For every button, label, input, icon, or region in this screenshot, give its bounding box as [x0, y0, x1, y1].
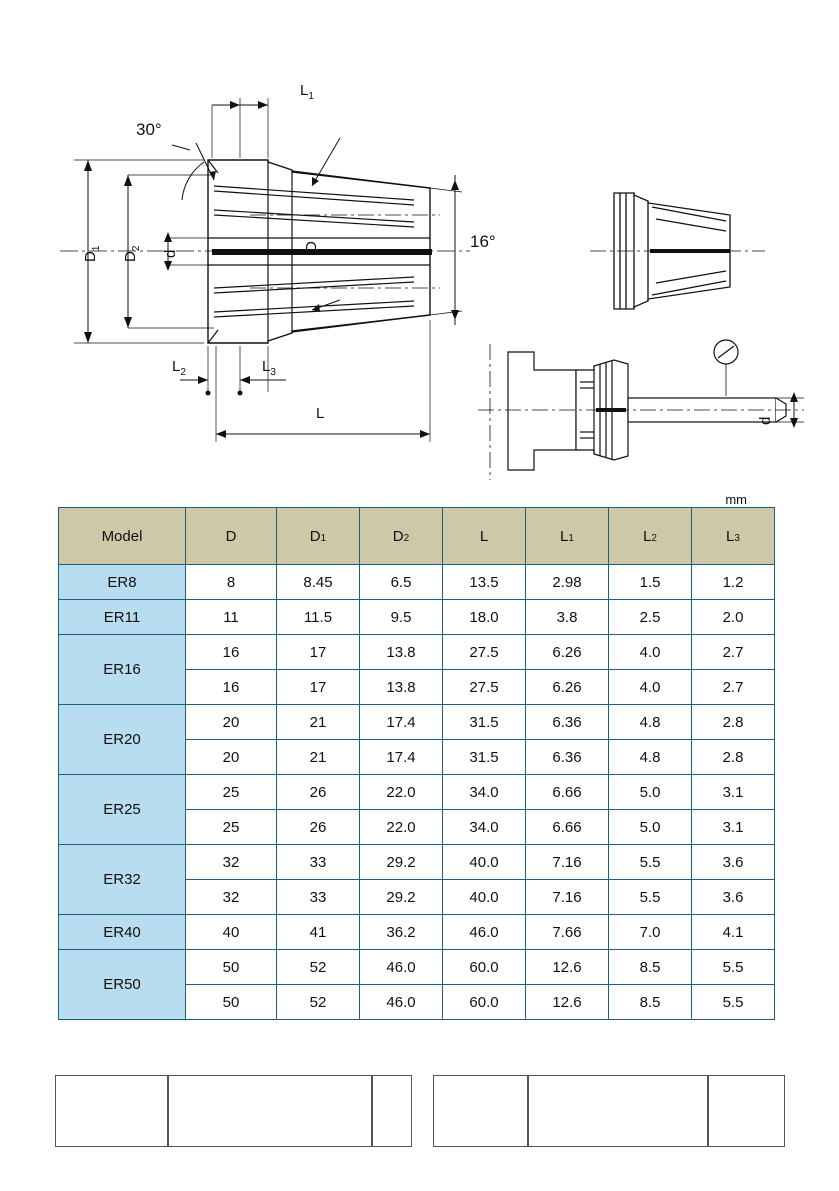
- table-cell-value: 1.2: [692, 565, 775, 600]
- table-row: [59, 775, 775, 810]
- table-cell-value: 3.6: [692, 845, 775, 880]
- label-D2: $D_2$: [122, 245, 142, 262]
- table-cell-value: 7.0: [609, 915, 692, 950]
- table-cell-value: 5.5: [609, 845, 692, 880]
- table-cell-value: 21: [277, 740, 360, 775]
- table-row: [59, 600, 775, 635]
- table-cell-value: 31.5: [443, 740, 526, 775]
- footer-box-3: [372, 1075, 412, 1147]
- table-cell-value: 5.5: [692, 950, 775, 985]
- table-cell-value: 20: [186, 740, 277, 775]
- table-row: [59, 845, 775, 880]
- collet-outline-view: [590, 175, 839, 325]
- table-cell-value: 17: [277, 635, 360, 670]
- footer-boxes: [55, 1075, 785, 1147]
- table-cell-value: 11: [186, 600, 277, 635]
- header-D: D: [186, 508, 277, 565]
- table-cell-value: 33: [277, 845, 360, 880]
- table-cell-value: 41: [277, 915, 360, 950]
- table-cell-value: 7.16: [526, 880, 609, 915]
- table-cell-value: 7.66: [526, 915, 609, 950]
- table-cell-value: 46.0: [443, 915, 526, 950]
- table-cell-value: 21: [277, 705, 360, 740]
- label-d-right: d: [757, 416, 774, 425]
- table-cell-value: 6.66: [526, 810, 609, 845]
- label-L1: $L_1$: [300, 82, 314, 102]
- table-cell-value: 6.5: [360, 565, 443, 600]
- header-D1: D1: [277, 508, 360, 565]
- table-cell-value: 4.0: [609, 670, 692, 705]
- table-cell-value: 2.8: [692, 740, 775, 775]
- table-cell-value: 3.6: [692, 880, 775, 915]
- table-cell-value: 2.98: [526, 565, 609, 600]
- table-cell-value: 5.0: [609, 810, 692, 845]
- table-cell-value: 9.5: [360, 600, 443, 635]
- footer-box-6: [708, 1075, 785, 1147]
- footer-box-1: [55, 1075, 168, 1147]
- table-cell-value: 5.5: [609, 880, 692, 915]
- table-cell-value: 50: [186, 985, 277, 1020]
- table-body: [59, 565, 775, 1020]
- table-cell-value: 20: [186, 705, 277, 740]
- table-cell-value: 6.26: [526, 670, 609, 705]
- table-cell-value: 33: [277, 880, 360, 915]
- table-cell-value: 40.0: [443, 845, 526, 880]
- table-cell-value: 1.5: [609, 565, 692, 600]
- label-D-inner: D: [303, 241, 320, 252]
- table-cell-model: ER32: [59, 845, 186, 915]
- table-cell-value: 3.1: [692, 775, 775, 810]
- table-cell-value: 3.1: [692, 810, 775, 845]
- table-cell-value: 40: [186, 915, 277, 950]
- technical-drawing: [0, 0, 839, 490]
- table-cell-value: 26: [277, 810, 360, 845]
- table-row: [59, 635, 775, 670]
- table-cell-value: 52: [277, 985, 360, 1020]
- table-cell-value: 18.0: [443, 600, 526, 635]
- header-D2: D2: [360, 508, 443, 565]
- footer-box-5: [528, 1075, 708, 1147]
- table-cell-value: 36.2: [360, 915, 443, 950]
- table-cell-value: 60.0: [443, 950, 526, 985]
- table-cell-value: 34.0: [443, 810, 526, 845]
- table-cell-value: 50: [186, 950, 277, 985]
- table-cell-model: ER25: [59, 775, 186, 845]
- table-cell-value: 12.6: [526, 950, 609, 985]
- table-cell-value: 5.0: [609, 775, 692, 810]
- table-cell-value: 8.45: [277, 565, 360, 600]
- table-cell-value: 25: [186, 775, 277, 810]
- label-L2: $L_2$: [172, 358, 186, 378]
- table-cell-value: 31.5: [443, 705, 526, 740]
- label-d: d: [162, 249, 179, 258]
- table-cell-value: 2.8: [692, 705, 775, 740]
- label-angle-16: 16°: [470, 232, 496, 251]
- header-L1: L1: [526, 508, 609, 565]
- table-cell-value: 52: [277, 950, 360, 985]
- table-cell-value: 12.6: [526, 985, 609, 1020]
- table-cell-value: 17: [277, 670, 360, 705]
- table-cell-model: ER50: [59, 950, 186, 1020]
- table-cell-value: 4.8: [609, 740, 692, 775]
- table-cell-value: 4.0: [609, 635, 692, 670]
- table-cell-value: 6.26: [526, 635, 609, 670]
- table-cell-value: 6.36: [526, 705, 609, 740]
- table-cell-value: 27.5: [443, 635, 526, 670]
- label-D1: $D_1$: [82, 245, 102, 262]
- table-cell-value: 3.8: [526, 600, 609, 635]
- table-cell-value: 29.2: [360, 880, 443, 915]
- table-cell-model: ER20: [59, 705, 186, 775]
- table-cell-value: 5.5: [692, 985, 775, 1020]
- table-cell-value: 16: [186, 635, 277, 670]
- table-row: [59, 705, 775, 740]
- table-cell-value: 13.8: [360, 635, 443, 670]
- table-cell-value: 29.2: [360, 845, 443, 880]
- table-row: [59, 915, 775, 950]
- table-header-row: [59, 508, 775, 565]
- table-cell-value: 7.16: [526, 845, 609, 880]
- table-cell-value: 8: [186, 565, 277, 600]
- table-cell-value: 26: [277, 775, 360, 810]
- table-cell-value: 25: [186, 810, 277, 845]
- table-cell-value: 22.0: [360, 810, 443, 845]
- header-L3: L3: [692, 508, 775, 565]
- header-L2: L2: [609, 508, 692, 565]
- table-cell-value: 2.7: [692, 670, 775, 705]
- table-cell-model: ER16: [59, 635, 186, 705]
- table-cell-value: 6.66: [526, 775, 609, 810]
- table-cell-value: 8.5: [609, 950, 692, 985]
- assembly-view: [468, 330, 838, 490]
- table-cell-value: 4.1: [692, 915, 775, 950]
- table-cell-value: 27.5: [443, 670, 526, 705]
- table-cell-value: 2.5: [609, 600, 692, 635]
- label-L: L: [316, 405, 325, 422]
- table-cell-value: 6.36: [526, 740, 609, 775]
- table-cell-model: ER8: [59, 565, 186, 600]
- table-cell-value: 2.7: [692, 635, 775, 670]
- table-cell-value: 40.0: [443, 880, 526, 915]
- table-cell-value: 34.0: [443, 775, 526, 810]
- table-cell-value: 8.5: [609, 985, 692, 1020]
- footer-box-2: [168, 1075, 372, 1147]
- table-cell-value: 17.4: [360, 740, 443, 775]
- label-angle-30: 30°: [136, 120, 162, 139]
- label-L3: $L_3$: [262, 358, 276, 378]
- table-cell-value: 60.0: [443, 985, 526, 1020]
- table-row: [59, 565, 775, 600]
- header-model: Model: [59, 508, 186, 565]
- table-cell-value: 4.8: [609, 705, 692, 740]
- table-cell-value: 11.5: [277, 600, 360, 635]
- table-cell-value: 22.0: [360, 775, 443, 810]
- footer-box-4: [433, 1075, 528, 1147]
- table-cell-model: ER11: [59, 600, 186, 635]
- table-cell-value: 46.0: [360, 950, 443, 985]
- table-cell-model: ER40: [59, 915, 186, 950]
- table-cell-value: 16: [186, 670, 277, 705]
- collet-section-view: [0, 10, 520, 480]
- table-cell-value: 13.8: [360, 670, 443, 705]
- header-L: L: [443, 508, 526, 565]
- table-cell-value: 32: [186, 880, 277, 915]
- table-cell-value: 46.0: [360, 985, 443, 1020]
- table-row: [59, 950, 775, 985]
- table-cell-value: 17.4: [360, 705, 443, 740]
- specification-table: [58, 507, 775, 1020]
- table-cell-value: 2.0: [692, 600, 775, 635]
- table-cell-value: 13.5: [443, 565, 526, 600]
- units-note: mm: [725, 492, 747, 507]
- table-cell-value: 32: [186, 845, 277, 880]
